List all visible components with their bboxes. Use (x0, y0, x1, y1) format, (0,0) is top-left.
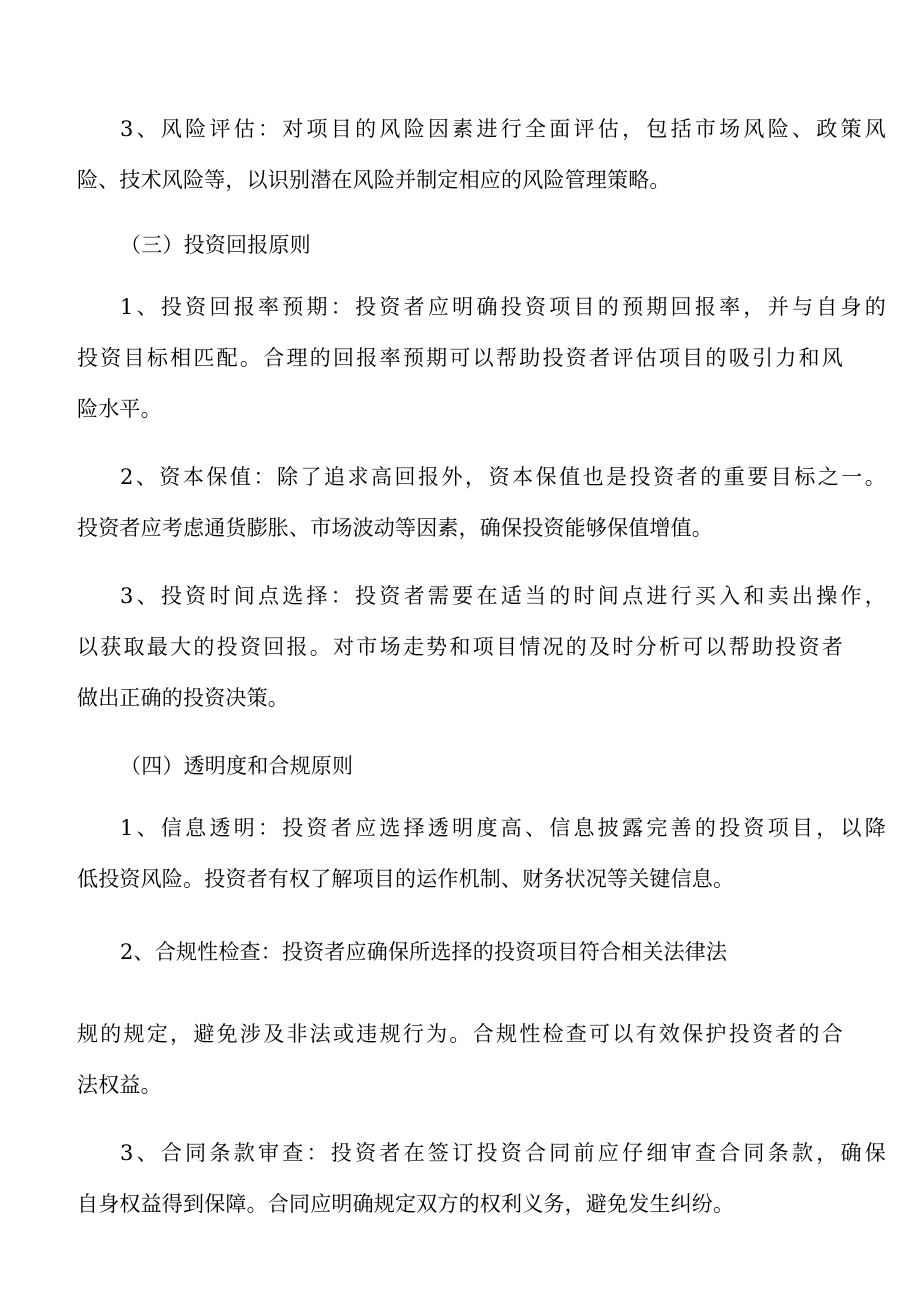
compliance-check-line-1: 2、合规性检查：投资者应确保所选择的投资项目符合相关法律法 (120, 940, 728, 964)
timing-line-1: 3、投资时间点选择：投资者需要在适当的时间点进行买入和卖出操作， (120, 584, 886, 608)
timing-line-2: 以获取最大的投资回报。对市场走势和项目情况的及时分析可以帮助投资者 (77, 635, 843, 659)
contract-review-line-2: 自身权益得到保障。合同应明确规定双方的权利义务，避免发生纠纷。 (77, 1192, 735, 1216)
risk-assessment-line-2: 险、技术风险等，以识别潜在风险并制定相应的风险管理策略。 (77, 168, 671, 192)
compliance-check-line-2: 规的规定，避免涉及非法或违规行为。合规性检查可以有效保护投资者的合 (77, 1022, 843, 1046)
timing-line-3: 做出正确的投资决策。 (77, 686, 289, 710)
return-expectation-line-1: 1、投资回报率预期：投资者应明确投资项目的预期回报率，并与自身的 (120, 295, 886, 319)
compliance-check-line-3: 法权益。 (77, 1073, 162, 1097)
info-transparency-line-2: 低投资风险。投资者有权了解项目的运作机制、财务状况等关键信息。 (77, 867, 735, 891)
risk-assessment-line-1: 3、风险评估：对项目的风险因素进行全面评估，包括市场风险、政策风 (120, 117, 886, 141)
contract-review-line-1: 3、合同条款审查：投资者在签订投资合同前应仔细审查合同条款，确保 (120, 1141, 886, 1165)
return-expectation-line-3: 险水平。 (77, 397, 162, 421)
section-3-heading: （三）投资回报原则 (120, 233, 311, 257)
info-transparency-line-1: 1、信息透明：投资者应选择透明度高、信息披露完善的投资项目，以降 (120, 816, 886, 840)
section-4-heading: （四）透明度和合规原则 (120, 754, 354, 778)
return-expectation-line-2: 投资目标相匹配。合理的回报率预期可以帮助投资者评估项目的吸引力和风 (77, 346, 843, 370)
capital-preservation-line-1: 2、资本保值：除了追求高回报外，资本保值也是投资者的重要目标之一。 (120, 465, 886, 489)
capital-preservation-line-2: 投资者应考虑通货膨胀、市场波动等因素，确保投资能够保值增值。 (77, 516, 713, 540)
